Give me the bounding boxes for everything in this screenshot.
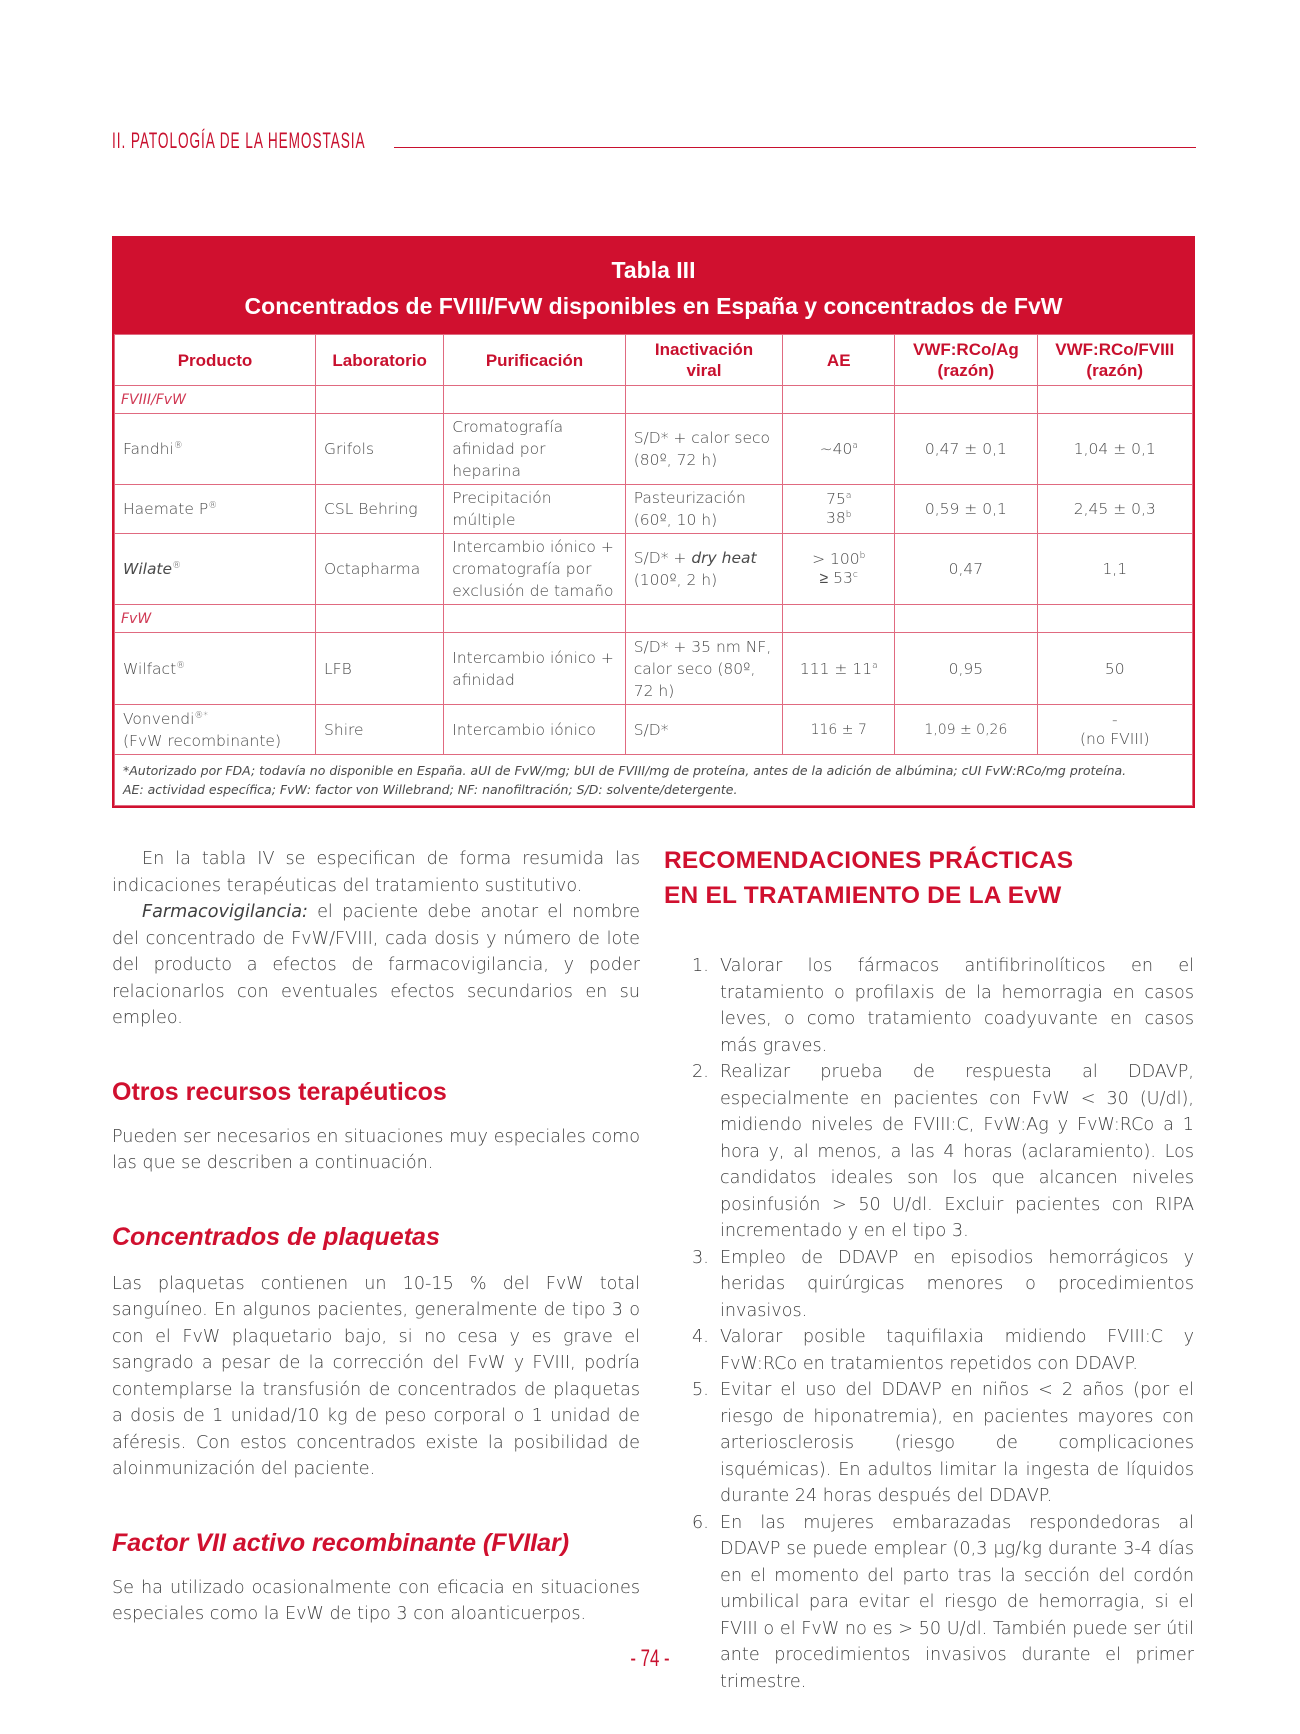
table-title-band — [114, 238, 1193, 334]
cell-inactivacion: S/D* — [625, 705, 783, 755]
cell-inactivacion: S/D* + 35 nm NF, calor seco (80º, 72 h) — [625, 633, 783, 705]
cell-ae: 116 ± 7 — [783, 705, 895, 755]
cell-rco-ag: 0,59 ± 0,1 — [895, 485, 1037, 534]
cell-rco-ag: 0,47 — [895, 534, 1037, 605]
table-footnote — [115, 755, 1193, 806]
cell-rco-ag: 1,09 ± 0,26 — [895, 705, 1037, 755]
recommendations-heading-line-2: EN EL TRATAMIENTO DE LA EvW — [664, 882, 1062, 909]
list-item: 6. En las mujeres embarazadas respondedoras al DDAVP se puede emplear (0,3 μg/kg durante 3-4 días en el momento del parto tras la sección del cordón umbilical para evitar el riesgo de hemorragia, si el FVIII o el FvW no es > 50 U/dl. También puede ser útil ante procedimientos invasivos durante el primer trimestre. — [692, 1512, 1194, 1692]
table-label: Tabla III — [611, 257, 696, 283]
group-row-fvw — [115, 605, 1193, 633]
cell-rco-fviii: 50 — [1037, 633, 1192, 705]
cell-producto: Wilate® — [115, 534, 316, 605]
table-title: Concentrados de FVIII/FvW disponibles en España y concentrados de FvW — [244, 293, 1063, 319]
col-header-rco-ag — [895, 335, 1037, 386]
cell-rco-fviii: 2,45 ± 0,3 — [1037, 485, 1192, 534]
col-header-producto: Producto — [115, 335, 316, 386]
cell-rco-ag: 0,95 — [895, 633, 1037, 705]
list-item: 5. Evitar el uso del DDAVP en niños < 2 años (por el riesgo de hiponatremia), en pacientes mayores con arteriosclerosis (riesgo de complicaciones isquémicas). En adultos limitar la ingesta de líquidos durante 24 horas después del DDAVP. — [692, 1380, 1194, 1506]
subheading-fviiar: Factor VII activo recombinante (FVIIar) — [112, 1528, 570, 1557]
col-header-purificacion: Purificación — [444, 335, 625, 386]
left-column — [112, 846, 640, 1628]
col-header-rco-fviii — [1037, 335, 1192, 386]
cell-purificacion: Precipitación múltiple — [444, 485, 625, 534]
cell-laboratorio: CSL Behring — [316, 485, 444, 534]
chapter-title: II. PATOLOGÍA DE LA HEMOSTASIA — [112, 128, 366, 153]
group-label: FVIII/FvW — [115, 386, 316, 414]
list-item: 3. Empleo de DDAVP en episodios hemorrágicos y heridas quirúrgicas menores o procedimientos invasivos. — [692, 1247, 1194, 1321]
group-row-fviii-fvw — [115, 386, 1193, 414]
cell-rco-ag: 0,47 ± 0,1 — [895, 414, 1037, 485]
subheading-concentrados-plaquetas: Concentrados de plaquetas — [112, 1222, 440, 1251]
cell-producto: Fandhi® — [115, 414, 316, 485]
table-iii — [112, 236, 1195, 808]
footnote-line-2: AE: actividad específica; FvW: factor von Willebrand; NF: nanofiltración; S/D: solvente/detergente. — [123, 782, 738, 797]
table-row — [115, 534, 1193, 605]
col-header-rco-ag-label: VWF:RCo/Ag (razón) — [912, 340, 1019, 380]
table-row — [115, 414, 1193, 485]
list-item: 4. Valorar posible taquifilaxia midiendo FVIII:C y FvW:RCo en tratamientos repetidos con DDAVP. — [692, 1327, 1194, 1374]
cell-ae: $111 \pm 11^a$ — [783, 633, 895, 705]
table-row — [115, 633, 1193, 705]
group-label: FvW — [115, 605, 316, 633]
platelets-paragraph: Las plaquetas contienen un 10-15 % del FvW total sanguíneo. En algunos pacientes, generalmente de tipo 3 o con el FvW plaquetario bajo, si no cesa y es grave el sangrado a pesar de la corrección del FvW y FVIII, podría contemplarse la transfusión de concentrados de plaquetas a dosis de 1 unidad/10 kg de peso corporal o 1 unidad de aféresis. Con estos concentrados existe la posibilidad de aloinmunización del paciente. — [112, 1273, 640, 1479]
cell-ae: ~40$^a$ — [783, 414, 895, 485]
page-number-text: - 74 - — [630, 1645, 670, 1672]
pharmacovigilance-paragraph: Farmacovigilancia: el paciente debe anotar el nombre del concentrado de FvW/FVIII, cada dosis y número de lote del producto a efectos de farmacovigilancia, y poder relacionarlos con eventuales efectos secundarios en su empleo. — [112, 902, 640, 1028]
cell-purificacion: Intercambio iónico — [444, 705, 625, 755]
cell-producto: Vonvendi®* (FvW recombinante) — [115, 705, 316, 755]
col-header-rco-fviii-label: VWF:RCo/FVIII (razón) — [1055, 340, 1175, 380]
cell-purificacion: Intercambio iónico + cromatografía por exclusión de tamaño — [444, 534, 625, 605]
cell-laboratorio: Grifols — [316, 414, 444, 485]
cell-laboratorio: Octapharma — [316, 534, 444, 605]
list-item: 1. Valorar los fármacos antifibrinolíticos en el tratamiento o profilaxis de la hemorragia en casos leves, o como tratamiento coadyuvante en casos más graves. — [692, 956, 1194, 1056]
col-header-ae: AE — [783, 335, 895, 386]
table-row — [115, 485, 1193, 534]
cell-inactivacion: Pasteurización (60º, 10 h) — [625, 485, 783, 534]
col-header-inactivacion — [625, 335, 783, 386]
cell-inactivacion: S/D* + calor seco (80º, 72 h) — [625, 414, 783, 485]
footnote-line-1: *Autorizado por FDA; todavía no disponible en España. aUI de FvW/mg; bUI de FVIII/mg de proteína, antes de la adición de albúmina; cUI FvW:RCo/mg proteína. — [123, 763, 1127, 778]
intro-paragraph: En la tabla IV se especifican de forma resumida las indicaciones terapéuticas del tratamiento sustitutivo. — [112, 849, 640, 896]
running-header — [112, 120, 1196, 154]
recommendations-heading — [664, 843, 1194, 913]
right-column — [664, 843, 1194, 1695]
header-rule — [394, 147, 1196, 149]
cell-laboratorio: LFB — [316, 633, 444, 705]
recommendations-heading-line-1: RECOMENDACIONES PRÁCTICAS — [664, 847, 1074, 874]
cell-producto: Haemate P® — [115, 485, 316, 534]
cell-rco-fviii: 1,04 ± 0,1 — [1037, 414, 1192, 485]
col-header-laboratorio: Laboratorio — [316, 335, 444, 386]
table-footnote-row — [115, 755, 1193, 806]
cell-purificacion: Intercambio iónico + afinidad — [444, 633, 625, 705]
table-header-row — [115, 335, 1193, 386]
cell-inactivacion: S/D* + dry heat (100º, 2 h) — [625, 534, 783, 605]
fviiar-paragraph: Se ha utilizado ocasionalmente con eficacia en situaciones especiales como la EvW de tipo 3 con aloanticuerpos. — [112, 1577, 640, 1624]
concentrates-table — [114, 334, 1193, 806]
col-header-inactivacion-label: Inactivación viral — [654, 340, 754, 380]
cell-ae: > $100^b$ ≥ $53^c$ — [783, 534, 895, 605]
cell-purificacion: Cromatografía afinidad por heparina — [444, 414, 625, 485]
cell-rco-fviii: 1,1 — [1037, 534, 1192, 605]
cell-rco-fviii: - (no FVIII) — [1037, 705, 1192, 755]
recommendations-list — [664, 953, 1194, 1695]
section-paragraph: Pueden ser necesarios en situaciones muy especiales como las que se describen a continuación. — [112, 1126, 640, 1173]
page-number — [0, 1645, 1300, 1673]
list-item: 2. Realizar prueba de respuesta al DDAVP, especialmente en pacientes con FvW < 30 (U/dl), midiendo niveles de FVIII:C, FvW:Ag y FvW:RCo a 1 hora y, al menos, a las 4 horas (aclaramiento). Los candidatos ideales son los que alcancen niveles posinfusión > 50 U/dl. Excluir pacientes con RIPA incrementado y en el tipo 3. — [692, 1062, 1194, 1241]
cell-ae: 75$^a$ 38$^b$ — [783, 485, 895, 534]
cell-producto: Wilfact® — [115, 633, 316, 705]
cell-laboratorio: Shire — [316, 705, 444, 755]
table-row — [115, 705, 1193, 755]
section-heading-otros-recursos: Otros recursos terapéuticos — [112, 1077, 447, 1106]
